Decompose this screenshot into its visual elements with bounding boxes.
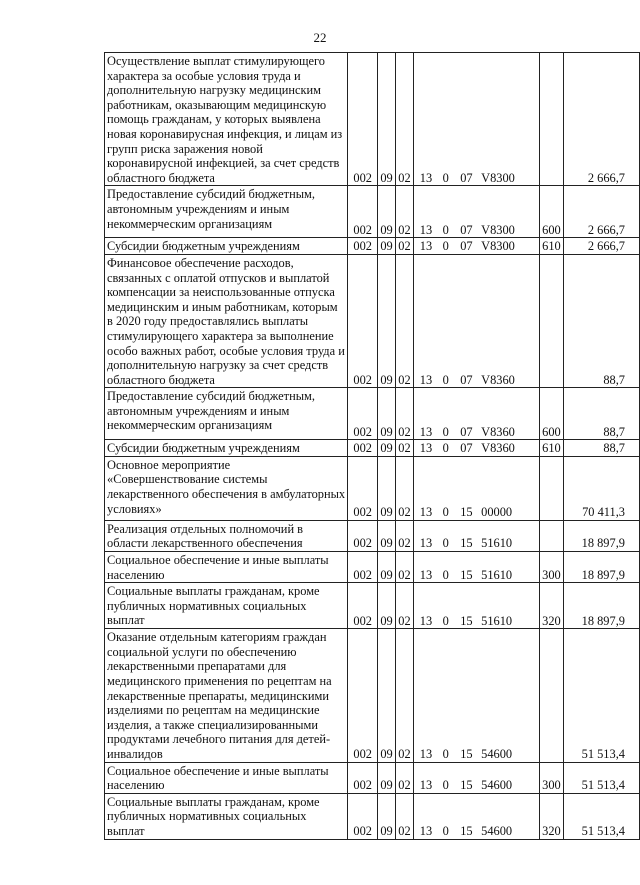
row-description: Реализация отдельных полномочий в области лекарственного обеспечения [105,520,348,551]
subsection-code: 02 [396,238,414,255]
section-code: 09 [378,254,396,387]
row-description: Оказание отдельным категориям граждан социальной услуги по обеспечению лекарственными препаратами для медицинского применения по рецептам на лекарственные препараты, медицинскими изделиями по рецептам на медицинские изделия, а также специализированными продуктами лечебного питания для детей-инвалидов [105,629,348,762]
target-article-part: 0 [442,372,449,387]
target-article-part: 15 [460,823,473,838]
row-description: Социальное обеспечение и иные выплаты населению [105,762,348,793]
ministry-code: 002 [348,388,378,440]
subsection-code: 02 [396,53,414,186]
target-article-part: 0 [442,778,449,793]
expense-type-code: 300 [540,762,564,793]
budget-table [104,52,640,840]
ministry-code: 002 [348,456,378,520]
row-description: Осуществление выплат стимулирующего характера за особые условия труда и дополнительную нагрузку медицинским работникам, оказывающим медицинскую помощь гражданам, у которых выявлена новая коронавирусная инфекция, и лицам из групп риска заражения новой коронавирусной инфекцией, за счет средств областного бюджета [105,53,348,186]
subsection-code: 02 [396,440,414,457]
ministry-code: 002 [348,53,378,186]
subsection-code: 02 [396,456,414,520]
target-article-part: 51610 [481,536,513,551]
section-code: 09 [378,186,396,238]
target-article-part: 15 [460,747,473,761]
table-row [105,762,640,793]
target-article-part: V8300 [481,170,515,185]
target-article-part: 07 [460,222,473,237]
target-article-code [413,238,539,255]
target-article-part: 0 [442,536,449,551]
target-article-part: 07 [460,170,473,185]
table-row [105,552,640,583]
table-row [105,440,640,457]
target-article-part: 13 [419,239,433,254]
amount-value: 51 513,4 [563,629,639,762]
target-article-part: 0 [442,613,449,628]
section-code: 09 [378,520,396,551]
target-article-code [413,552,539,583]
row-description: Финансовое обеспечение расходов, связанных с оплатой отпусков и выплатой компенсации за неиспользованные отпуска медицинским и иным работникам, которым в 2020 году предоставлялись выплаты стимулирующего характера за выполнение особо важных работ, особые условия труда и дополнительную нагрузку за счет средств областного бюджета [105,254,348,387]
target-article-part: 51610 [481,567,513,582]
section-code: 09 [378,583,396,629]
expense-type-code: 600 [540,186,564,238]
ministry-code: 002 [348,583,378,629]
subsection-code: 02 [396,388,414,440]
target-article-part: 15 [460,505,473,520]
expense-type-code: 610 [540,440,564,457]
table-row [105,583,640,629]
target-article-part: 0 [442,222,449,237]
subsection-code: 02 [396,793,414,839]
target-article-part: 07 [460,372,473,387]
target-article-part: 07 [460,239,473,254]
target-article-part: 07 [460,424,473,439]
table-row [105,629,640,762]
section-code: 09 [378,456,396,520]
target-article-part: 13 [419,222,433,237]
target-article-code [413,440,539,457]
table-row [105,456,640,520]
table-row [105,388,640,440]
ministry-code: 002 [348,254,378,387]
table-row [105,520,640,551]
subsection-code: 02 [396,629,414,762]
target-article-part: 0 [442,505,449,520]
target-article-part: 0 [442,823,449,838]
amount-value: 2 666,7 [563,238,639,255]
target-article-part: 13 [419,372,433,387]
subsection-code: 02 [396,762,414,793]
target-article-part: 13 [419,823,433,838]
target-article-part: 15 [460,567,473,582]
table-row [105,238,640,255]
section-code: 09 [378,238,396,255]
target-article-code [413,793,539,839]
row-description: Субсидии бюджетным учреждениям [105,440,348,457]
target-article-code [413,186,539,238]
table-row [105,793,640,839]
section-code: 09 [378,629,396,762]
target-article-part: 13 [419,170,433,185]
target-article-part: 15 [460,778,473,793]
row-description: Предоставление субсидий бюджетным, автономным учреждениям и иным некоммерческим организациям [105,186,348,238]
target-article-part: 0 [442,567,449,582]
expense-type-code: 320 [540,793,564,839]
expense-type-code [540,53,564,186]
ministry-code: 002 [348,793,378,839]
subsection-code: 02 [396,583,414,629]
amount-value: 51 513,4 [563,762,639,793]
target-article-code [413,583,539,629]
row-description: Социальное обеспечение и иные выплаты населению [105,552,348,583]
target-article-part: 13 [419,613,433,628]
section-code: 09 [378,762,396,793]
expense-type-code [540,520,564,551]
expense-type-code [540,456,564,520]
section-code: 09 [378,793,396,839]
target-article-part: 54600 [481,778,513,793]
amount-value: 88,7 [563,440,639,457]
ministry-code: 002 [348,238,378,255]
target-article-part: 13 [419,567,433,582]
row-description: Социальные выплаты гражданам, кроме публичных нормативных социальных выплат [105,583,348,629]
target-article-code [413,254,539,387]
ministry-code: 002 [348,520,378,551]
target-article-part: 13 [419,778,433,793]
section-code: 09 [378,53,396,186]
target-article-part: 15 [460,613,473,628]
ministry-code: 002 [348,186,378,238]
expense-type-code: 600 [540,388,564,440]
target-article-part: 13 [419,441,433,456]
target-article-part: V8360 [481,424,515,439]
target-article-part: 0 [442,170,449,185]
target-article-part: 07 [460,441,473,456]
amount-value: 51 513,4 [563,793,639,839]
target-article-part: 13 [419,536,433,551]
row-description: Субсидии бюджетным учреждениям [105,238,348,255]
table-row [105,53,640,186]
expense-type-code [540,254,564,387]
table-row [105,254,640,387]
target-article-part: 54600 [481,747,513,761]
target-article-code [413,762,539,793]
section-code: 09 [378,552,396,583]
target-article-code [413,388,539,440]
section-code: 09 [378,388,396,440]
amount-value: 18 897,9 [563,583,639,629]
target-article-part: 00000 [481,505,513,520]
row-description: Социальные выплаты гражданам, кроме публичных нормативных социальных выплат [105,793,348,839]
page-number: 22 [313,30,327,45]
target-article-part: 15 [460,536,473,551]
target-article-part: V8360 [481,441,515,456]
section-code: 09 [378,440,396,457]
target-article-part: 51610 [481,613,513,628]
target-article-part: 13 [419,424,433,439]
target-article-code [413,629,539,762]
amount-value: 2 666,7 [563,53,639,186]
amount-value: 18 897,9 [563,552,639,583]
amount-value: 18 897,9 [563,520,639,551]
row-description: Основное мероприятие «Совершенствование системы лекарственного обеспечения в амбулаторных условиях» [105,456,348,520]
target-article-part: V8360 [481,372,515,387]
target-article-part: 13 [419,747,433,761]
target-article-code [413,53,539,186]
target-article-part: V8300 [481,222,515,237]
target-article-part: 0 [442,424,449,439]
target-article-part: 0 [442,239,449,254]
expense-type-code [540,629,564,762]
ministry-code: 002 [348,552,378,583]
subsection-code: 02 [396,254,414,387]
budget-table-body [105,53,640,840]
expense-type-code: 320 [540,583,564,629]
target-article-part: 0 [442,441,449,456]
expense-type-code: 300 [540,552,564,583]
amount-value: 88,7 [563,388,639,440]
subsection-code: 02 [396,552,414,583]
target-article-code [413,520,539,551]
ministry-code: 002 [348,440,378,457]
subsection-code: 02 [396,186,414,238]
expense-type-code: 610 [540,238,564,255]
amount-value: 70 411,3 [563,456,639,520]
amount-value: 2 666,7 [563,186,639,238]
target-article-part: 54600 [481,823,513,838]
target-article-part: 13 [419,505,433,520]
target-article-part: 0 [442,747,449,761]
subsection-code: 02 [396,520,414,551]
target-article-code [413,456,539,520]
amount-value: 88,7 [563,254,639,387]
target-article-part: V8300 [481,239,515,254]
ministry-code: 002 [348,762,378,793]
row-description: Предоставление субсидий бюджетным, автономным учреждениям и иным некоммерческим организациям [105,388,348,440]
table-row [105,186,640,238]
ministry-code: 002 [348,629,378,762]
